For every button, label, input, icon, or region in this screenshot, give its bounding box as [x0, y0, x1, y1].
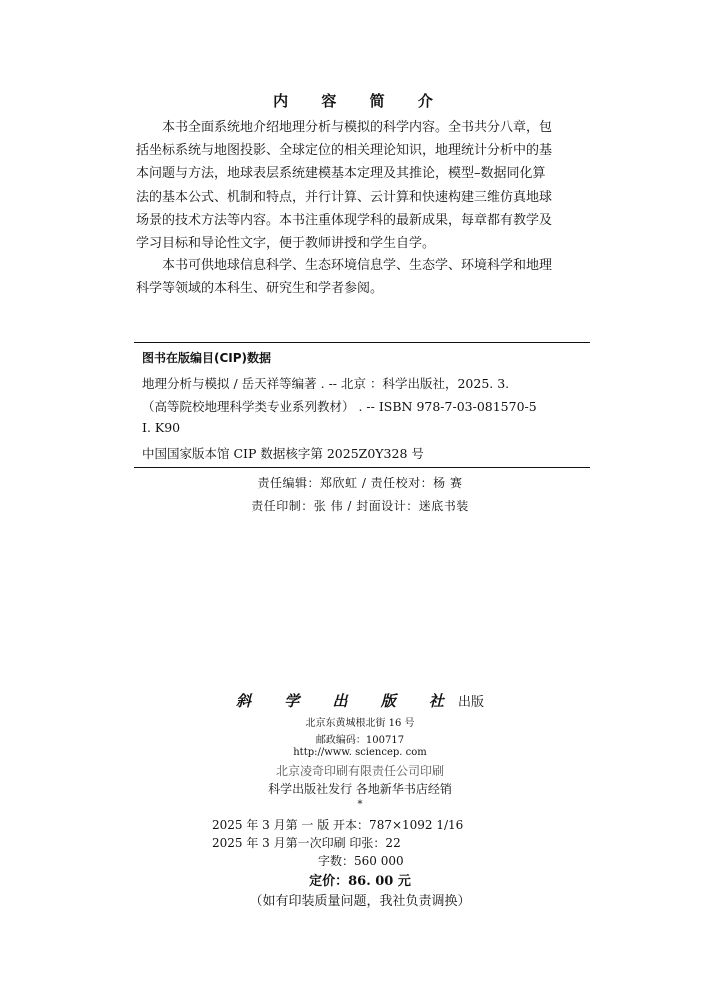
summary-line: 场景的技术方法等内容。本书注重体现学科的最新成果，每章都有教学及	[136, 212, 553, 228]
summary-line: 学习目标和导论性文字，便于教师讲授和学生自学。	[136, 236, 436, 252]
cip-classification: Ⅰ. K90	[142, 420, 181, 435]
summary-title: 内 容 简 介	[273, 92, 447, 110]
printer-line: 北京凌奇印刷有限责任公司印刷	[275, 764, 444, 778]
summary-paragraph-1	[136, 116, 590, 255]
edition-line-2: 2025 年 3 月第一次印刷 印张：22	[212, 836, 401, 850]
cip-bottom-rule	[134, 467, 590, 468]
publisher-url: http://www. sciencep. com	[293, 747, 427, 758]
word-count: 字数：560 000	[318, 854, 404, 868]
separator-star: *	[357, 799, 363, 810]
publisher-suffix: 出版	[457, 695, 484, 710]
cip-line-1: 地理分析与模拟 / 岳天祥等编著 . -- 北京 ：科学出版社，2025. 3.	[142, 376, 510, 391]
cip-heading: 图书在版编目(CIP)数据	[142, 351, 272, 365]
summary-line: 本问题与方法，地球表层系统建模基本定理及其推论，模型–数据同化算	[136, 166, 546, 182]
publisher-name	[0, 690, 720, 711]
distribution-line: 科学出版社发行 各地新华书店经销	[268, 782, 452, 796]
publisher-address: 北京东黄城根北街 16 号	[305, 718, 415, 729]
staff-line-1: 责任编辑：郑欣虹 / 责任校对：杨 赛	[257, 476, 463, 490]
summary-line: 本书全面系统地介绍地理分析与模拟的科学内容。全书共分八章，包	[162, 120, 553, 135]
edition-line-1: 2025 年 3 月第 一 版 开本：787×1092 1/16	[212, 818, 464, 832]
publisher-postcode: 邮政编码：100717	[315, 735, 405, 746]
price: 定价：86. 00 元	[309, 874, 411, 889]
summary-paragraph-2	[136, 254, 590, 300]
cip-line-2: （高等院校地理科学类专业系列教材） . -- ISBN 978-7-03-081570-5	[142, 399, 537, 414]
publisher-seal-logo: 斜 学 出 版 社	[236, 692, 458, 710]
quality-notice: （如有印装质量问题，我社负责调换）	[249, 894, 471, 909]
cip-record: 中国国家版本馆 CIP 数据核字第 2025Z0Y328 号	[142, 446, 424, 461]
summary-line: 括坐标系统与地图投影、全球定位的相关理论知识，地理统计分析中的基	[136, 143, 553, 159]
summary-line: 科学等领域的本科生、研究生和学者参阅。	[136, 281, 384, 297]
summary-line: 法的基本公式、机制和特点，并行计算、云计算和快速构建三维仿真地球	[136, 189, 553, 205]
cip-top-rule	[134, 342, 590, 343]
staff-line-2: 责任印制：张 伟 / 封面设计：迷底书装	[251, 499, 469, 513]
summary-line: 本书可供地球信息科学、生态环境信息学、生态学、环境科学和地理	[162, 258, 553, 273]
